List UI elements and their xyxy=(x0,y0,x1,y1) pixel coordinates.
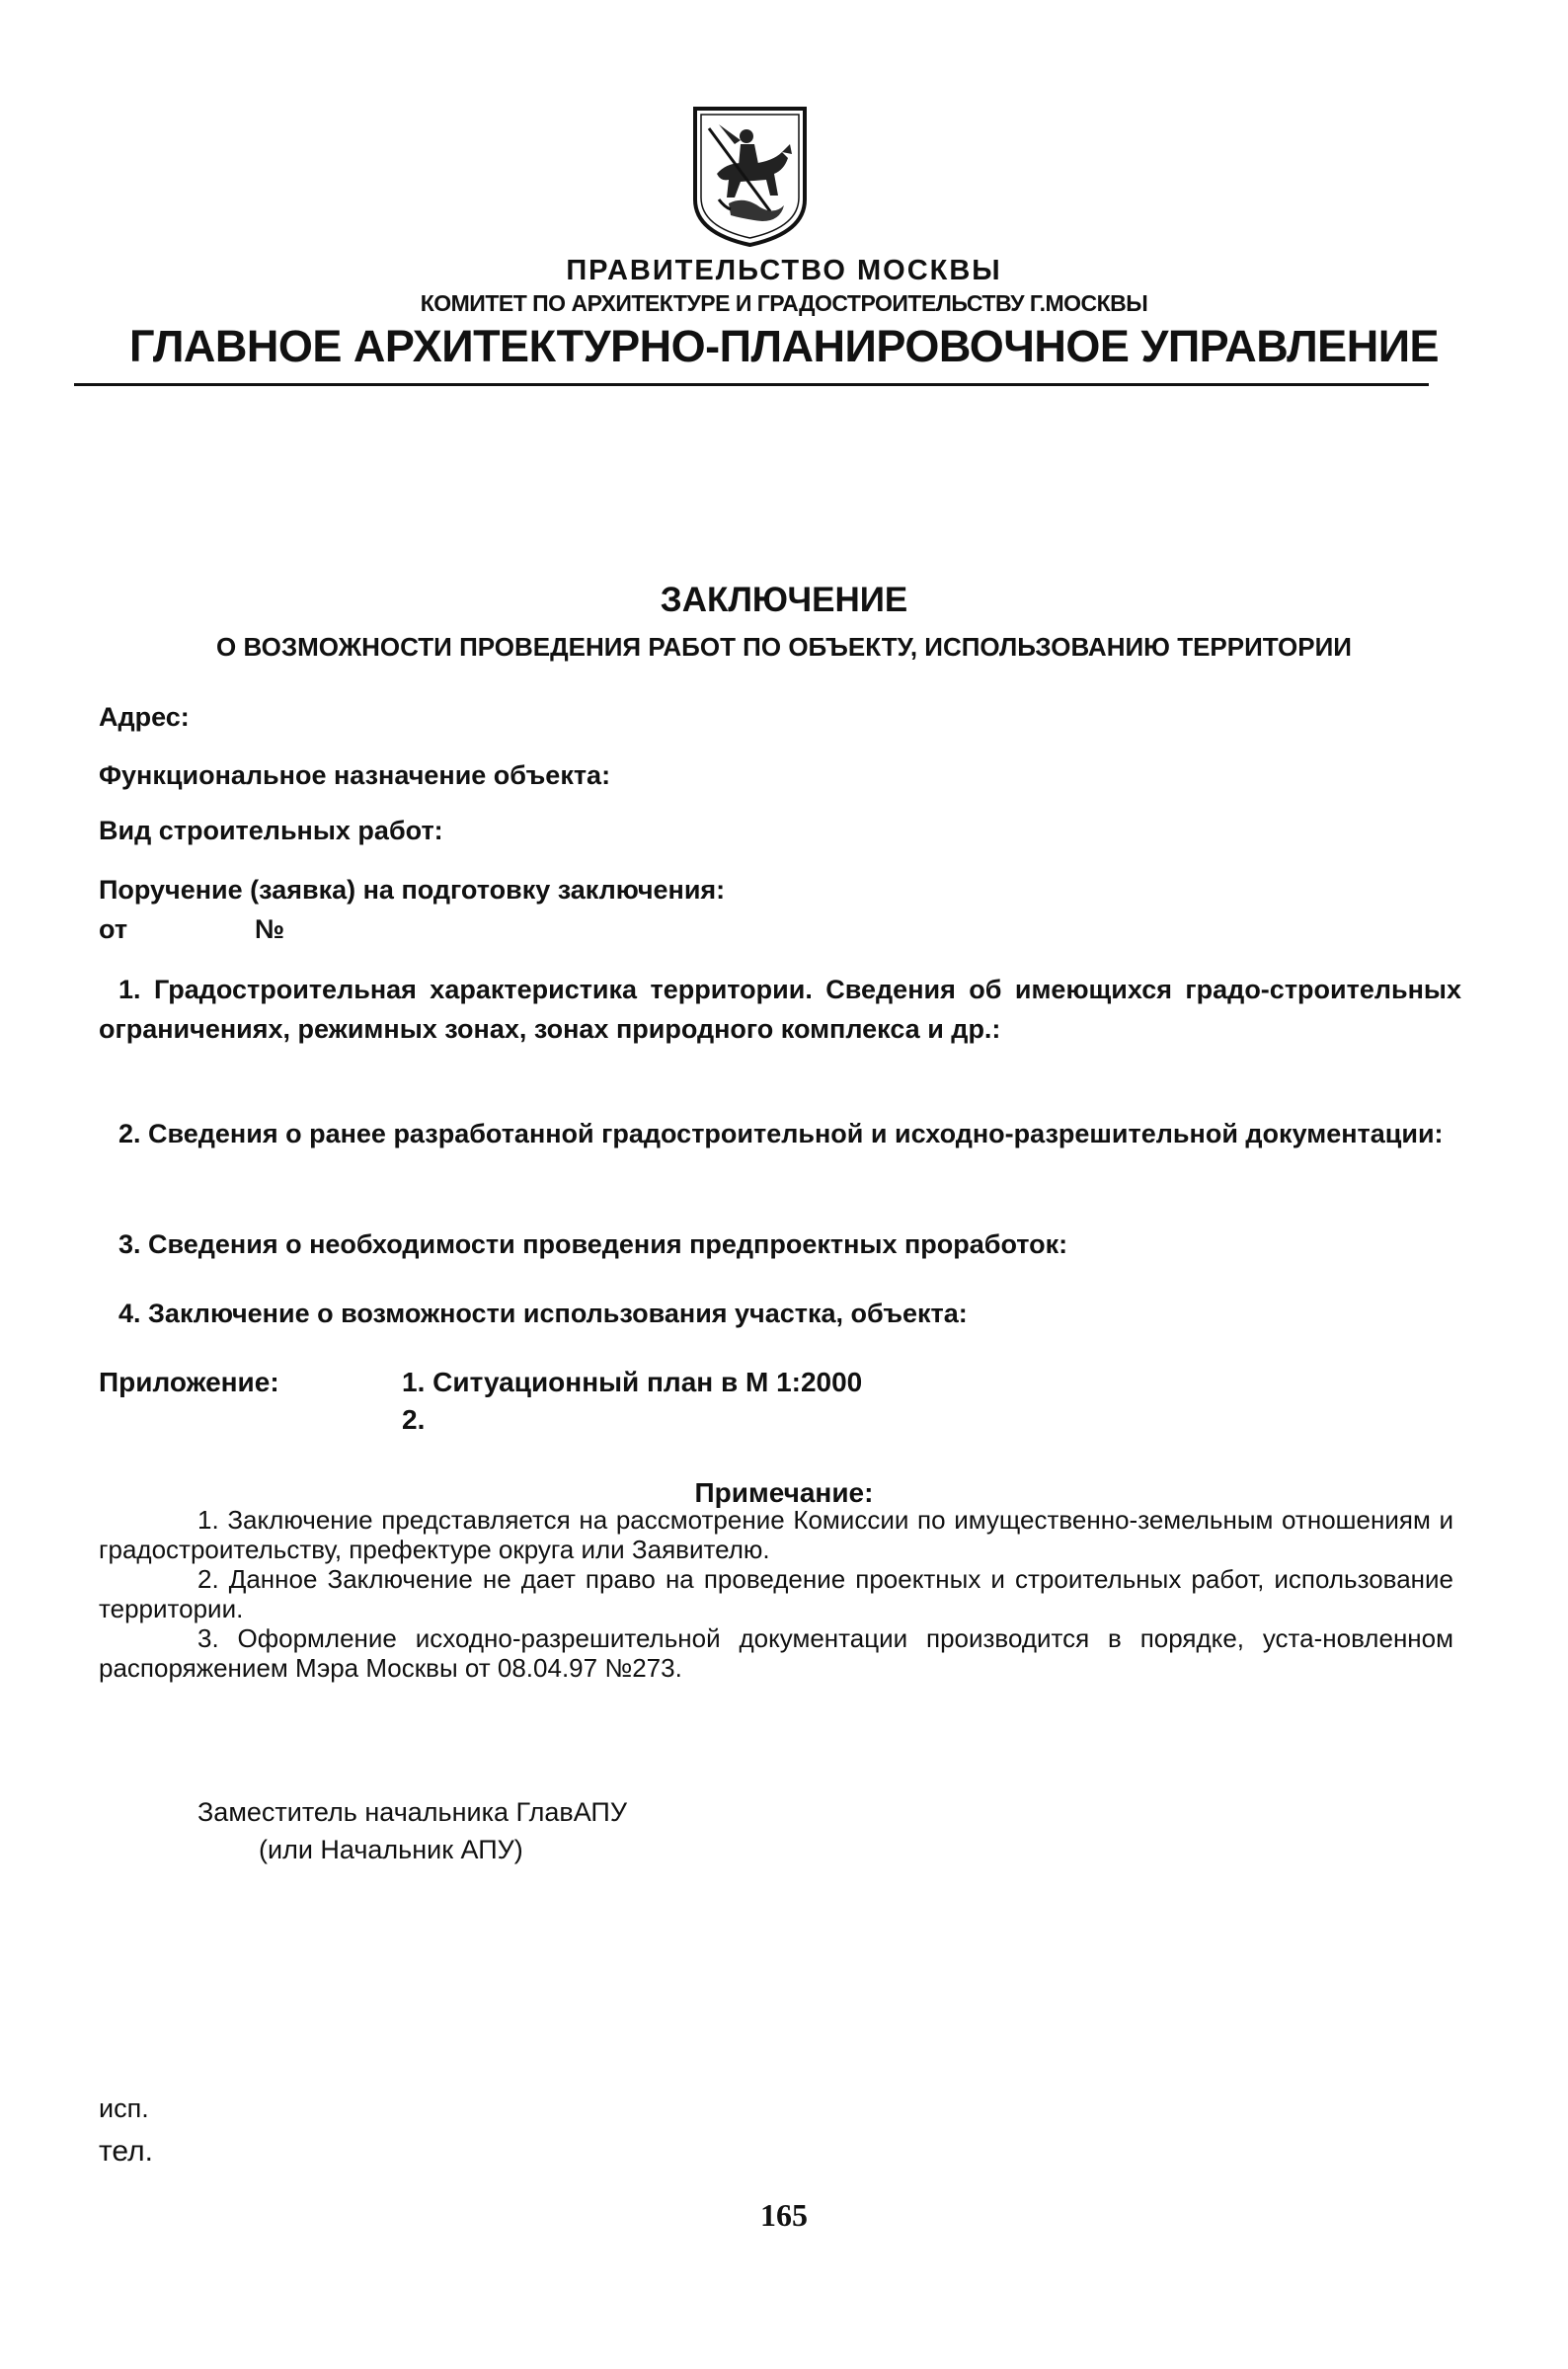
appendix-item-2: 2. xyxy=(402,1404,426,1435)
page-number: 165 xyxy=(760,2197,808,2233)
section-2: 2. Сведения о ранее разработанной градостроительной и исходно-разрешительной документации: xyxy=(118,1119,1444,1148)
document-subtitle: О ВОЗМОЖНОСТИ ПРОВЕДЕНИЯ РАБОТ ПО ОБЪЕКТУ, ИСПОЛЬЗОВАНИЮ ТЕРРИТОРИИ xyxy=(216,632,1352,662)
address-field-label: Адрес: xyxy=(99,702,190,732)
signature-alternative: (или Начальник АПУ) xyxy=(259,1835,523,1864)
section-4: 4. Заключение о возможности использования участка, объекта: xyxy=(118,1299,968,1328)
note-2: 2. Данное Заключение не дает право на проведение проектных и строительных работ, использование территории. xyxy=(99,1564,1453,1623)
section-1: 1. Градостроительная характеристика территории. Сведения об имеющихся градо-строительных ограничениях, режимных зонах, зонах природного комплекса и др.: xyxy=(99,975,1461,1044)
section-3: 3. Сведения о необходимости проведения предпроектных проработок: xyxy=(118,1229,1068,1259)
header-divider xyxy=(74,383,1429,386)
order-number-label: № xyxy=(255,914,285,944)
document-title: ЗАКЛЮЧЕНИЕ xyxy=(660,581,908,619)
signature-position: Заместитель начальника ГлавАПУ xyxy=(197,1797,627,1827)
phone-label: тел. xyxy=(99,2135,153,2168)
committee-heading: КОМИТЕТ ПО АРХИТЕКТУРЕ И ГРАДОСТРОИТЕЛЬСТВУ Г.МОСКВЫ xyxy=(420,290,1148,316)
government-heading: ПРАВИТЕЛЬСТВО МОСКВЫ xyxy=(566,255,1002,286)
notes-title: Примечание: xyxy=(694,1477,874,1508)
department-heading: ГЛАВНОЕ АРХИТЕКТУРНО-ПЛАНИРОВОЧНОЕ УПРАВЛЕНИЕ xyxy=(128,321,1440,371)
works-field-label: Вид строительных работ: xyxy=(99,816,443,845)
executor-label: исп. xyxy=(99,2093,149,2123)
appendix-item-1: 1. Ситуационный план в М 1:2000 xyxy=(402,1367,863,1397)
order-field-label: Поручение (заявка) на подготовку заключения: xyxy=(99,875,726,905)
order-date-label: от xyxy=(99,914,128,944)
appendix-label: Приложение: xyxy=(99,1367,279,1397)
purpose-field-label: Функциональное назначение объекта: xyxy=(99,760,611,790)
note-1: 1. Заключение представляется на рассмотрение Комиссии по имущественно-земельным отношениям и градостроительству, префектуре округа или Заявителю. xyxy=(99,1505,1453,1564)
moscow-coat-of-arms-icon xyxy=(689,105,811,249)
note-3: 3. Оформление исходно-разрешительной документации производится в порядке, уста-новленном распоряжением Мэра Москвы от 08.04.97 №273. xyxy=(99,1623,1453,1683)
